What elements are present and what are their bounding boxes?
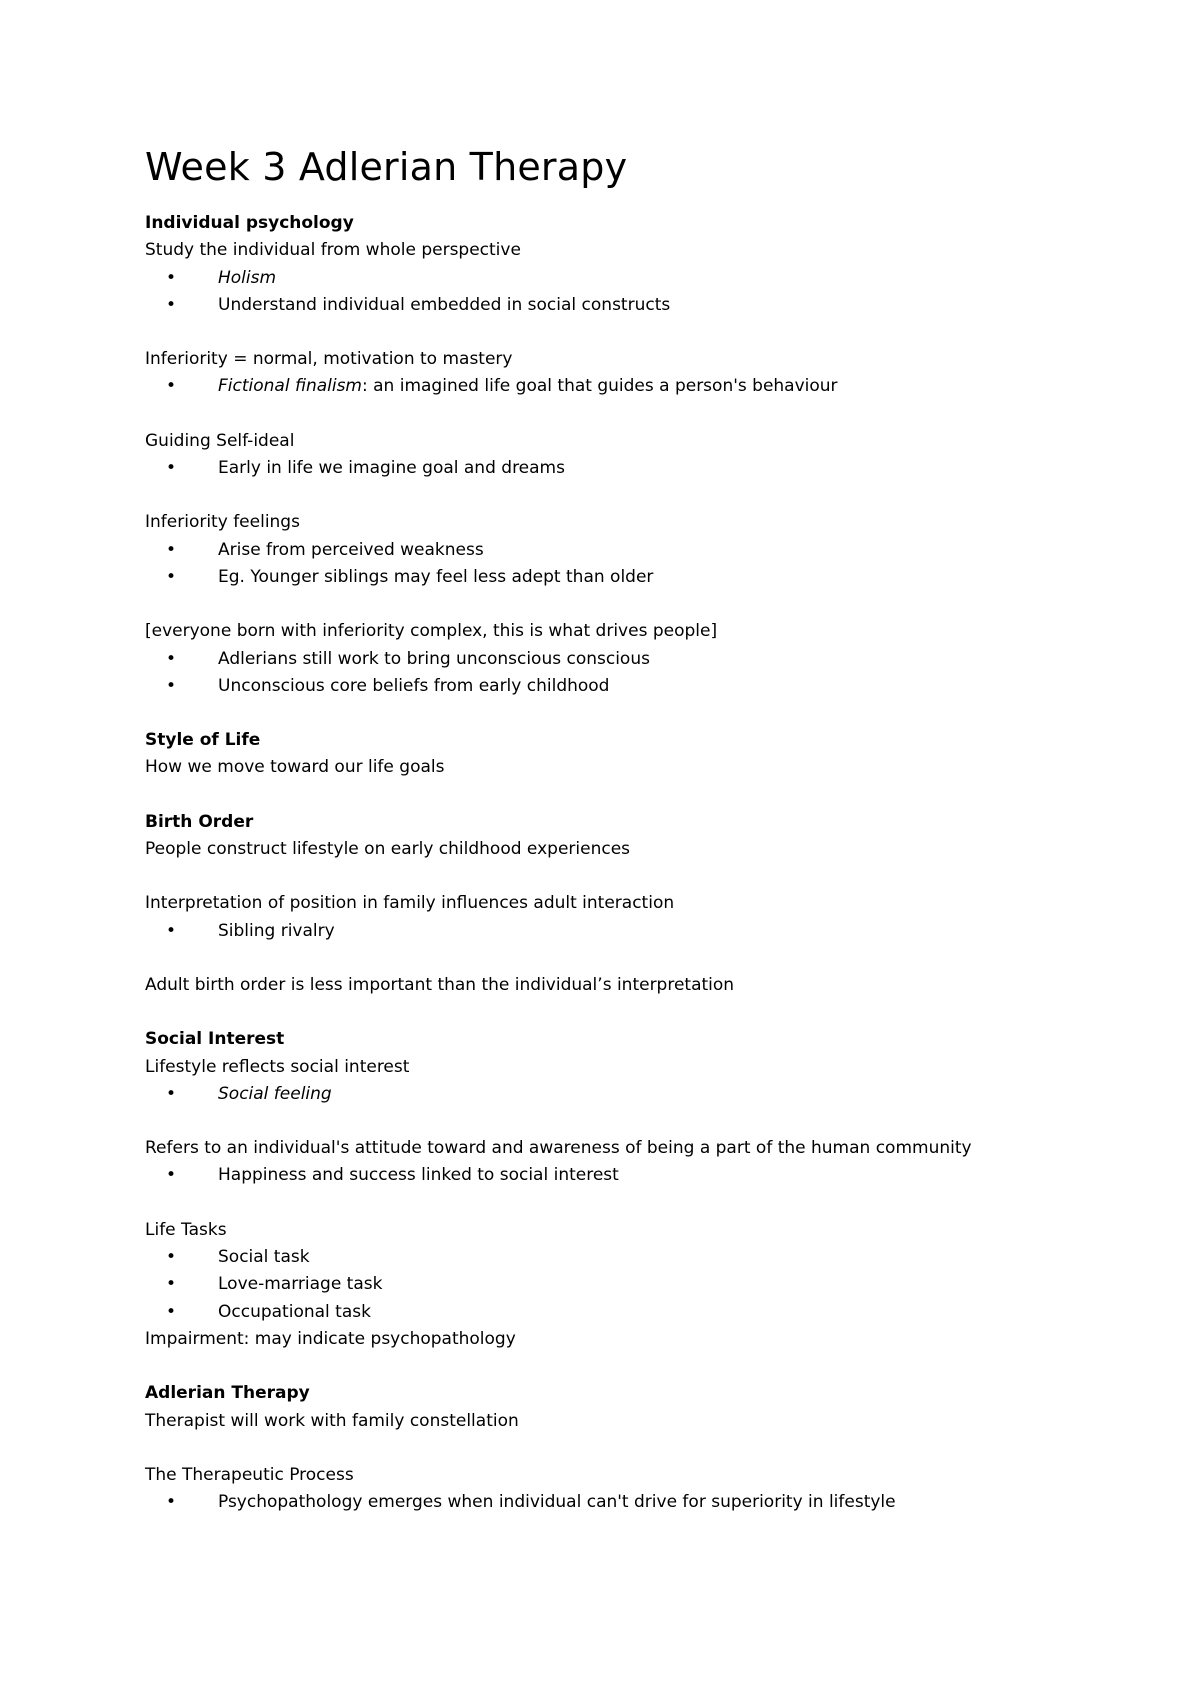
list-item — [145, 918, 1105, 945]
document-title: Week 3 Adlerian Therapy — [145, 145, 628, 189]
section-heading: Birth Order — [145, 811, 254, 832]
bullet-icon: • — [166, 458, 177, 479]
bullet-list — [145, 646, 1105, 701]
bullet-icon: • — [166, 1165, 177, 1186]
section — [145, 428, 1105, 483]
list-item — [145, 1162, 1105, 1189]
document-page — [145, 140, 1105, 1543]
list-item — [145, 455, 1105, 482]
body-text: [everyone born with inferiority complex, this is what drives people] — [145, 621, 718, 642]
bullet-icon: • — [166, 1301, 177, 1322]
section — [145, 727, 1105, 782]
bullet-list — [145, 918, 1105, 945]
section — [145, 972, 1105, 999]
bullet-list — [145, 1162, 1105, 1189]
body-text: Adult birth order is less important than the individual’s interpretation — [145, 974, 735, 995]
bullet-list — [145, 537, 1105, 592]
list-item — [145, 564, 1105, 591]
bullet-icon: • — [166, 267, 177, 288]
bullet-icon: • — [166, 566, 177, 587]
section — [145, 1026, 1105, 1108]
section-heading: Individual psychology — [145, 213, 354, 233]
bullet-icon: • — [166, 675, 177, 696]
bullet-icon: • — [166, 648, 177, 669]
section — [145, 210, 1105, 319]
list-item-text: Social task — [218, 1247, 310, 1268]
section — [145, 1217, 1105, 1353]
bullet-list — [145, 373, 1105, 400]
document-body — [145, 210, 1105, 1516]
bullet-list — [145, 455, 1105, 482]
bullet-list — [145, 1489, 1105, 1516]
body-text: Refers to an individual's attitude toward and awareness of being a part of the human community — [145, 1138, 972, 1159]
list-item-text: Understand individual embedded in social constructs — [218, 294, 671, 315]
section — [145, 618, 1105, 700]
body-text: Guiding Self-ideal — [145, 430, 295, 451]
list-item — [145, 673, 1105, 700]
bullet-icon: • — [166, 539, 177, 560]
list-item-text: Happiness and success linked to social interest — [218, 1165, 619, 1186]
list-item — [145, 292, 1105, 319]
list-item-text: Sibling rivalry — [218, 920, 335, 941]
list-item — [145, 646, 1105, 673]
section-heading: Adlerian Therapy — [145, 1383, 310, 1404]
body-text: Interpretation of position in family influences adult interaction — [145, 893, 675, 914]
section — [145, 509, 1105, 591]
bullet-icon: • — [166, 1247, 177, 1268]
section — [145, 1135, 1105, 1190]
list-item — [145, 265, 1105, 292]
list-item — [145, 1489, 1105, 1516]
section-heading: Social Interest — [145, 1029, 285, 1050]
body-text: Inferiority = normal, motivation to mastery — [145, 349, 513, 370]
section — [145, 890, 1105, 945]
list-item — [145, 1081, 1105, 1108]
bullet-list — [145, 265, 1105, 320]
bullet-icon: • — [166, 294, 177, 315]
list-item-text: Adlerians still work to bring unconscious conscious — [218, 648, 650, 669]
list-item-text: Occupational task — [218, 1301, 371, 1322]
section — [145, 1380, 1105, 1435]
body-text: People construct lifestyle on early childhood experiences — [145, 839, 631, 860]
body-text: The Therapeutic Process — [145, 1464, 354, 1485]
bullet-icon: • — [166, 1083, 177, 1104]
body-text: Inferiority feelings — [145, 512, 300, 533]
list-item — [145, 537, 1105, 564]
list-item — [145, 1244, 1105, 1271]
list-item — [145, 373, 1105, 400]
list-item-text: Psychopathology emerges when individual can't drive for superiority in lifestyle — [218, 1492, 896, 1513]
section — [145, 1462, 1105, 1517]
list-item-text: Love-marriage task — [218, 1274, 383, 1295]
body-text: How we move toward our life goals — [145, 757, 445, 778]
list-item-text: : an imagined life goal that guides a person's behaviour — [362, 376, 838, 397]
bullet-list — [145, 1244, 1105, 1326]
body-text: Life Tasks — [145, 1219, 227, 1240]
section — [145, 346, 1105, 401]
bullet-icon: • — [166, 920, 177, 941]
bullet-icon: • — [166, 1492, 177, 1513]
bullet-list — [145, 1081, 1105, 1108]
italic-term: Holism — [218, 267, 277, 288]
italic-term: Social feeling — [218, 1083, 332, 1104]
section-heading: Style of Life — [145, 730, 261, 751]
bullet-icon: • — [166, 376, 177, 397]
italic-term: Fictional finalism — [218, 376, 362, 397]
list-item-text: Unconscious core beliefs from early childhood — [218, 675, 610, 696]
body-text: Therapist will work with family constellation — [145, 1410, 519, 1431]
list-item-text: Early in life we imagine goal and dreams — [218, 458, 565, 479]
body-text: Impairment: may indicate psychopathology — [145, 1328, 516, 1349]
list-item-text: Eg. Younger siblings may feel less adept than older — [218, 566, 654, 587]
bullet-icon: • — [166, 1274, 177, 1295]
list-item — [145, 1299, 1105, 1326]
list-item — [145, 1271, 1105, 1298]
body-text: Lifestyle reflects social interest — [145, 1056, 410, 1077]
body-text: Study the individual from whole perspective — [145, 240, 521, 261]
section — [145, 809, 1105, 864]
list-item-text: Arise from perceived weakness — [218, 539, 484, 560]
